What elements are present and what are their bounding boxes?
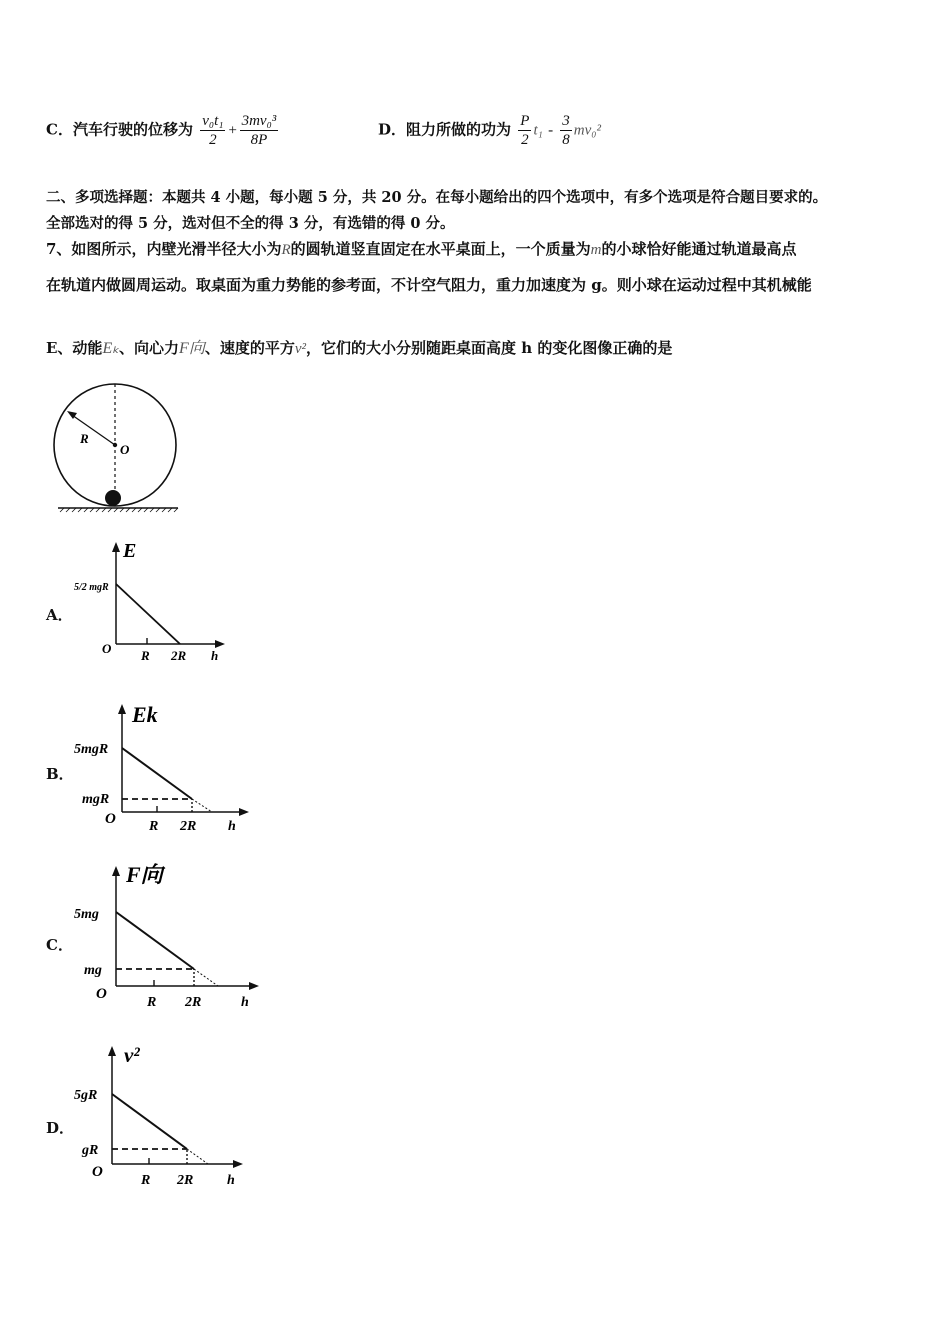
graph-d-x-arrow-icon <box>233 1160 243 1168</box>
graph-c-x-arrow-icon <box>249 982 259 990</box>
graph-a-option-label[interactable]: A． <box>46 606 73 624</box>
graph-c-line-extension <box>194 969 218 986</box>
graph-c-y-title: F向 <box>126 862 163 887</box>
graph-a-line <box>116 584 180 644</box>
option-d[interactable]: D．阻力所做的功为 $\frac{P}{2}$ t₁ - $\frac{3}{8}$ mv₀² <box>378 113 601 148</box>
section-heading-line-1: 二、多项选择题：本题共 4 小题，每小题 5 分，共 20 分。在每小题给出的四个选项中，有多个选项是符合题目要求的。 <box>46 189 828 206</box>
graph-c-line <box>116 912 194 969</box>
graph-d-y-low-label: gR <box>82 1143 99 1158</box>
radius-label: R <box>80 431 89 446</box>
graph-a-x-tick-2: 2R <box>171 648 187 663</box>
graph-a-x-title: h <box>211 648 219 663</box>
question-7-line-1: 7、如图所示，内壁光滑半径大小为R的圆轨道竖直固定在水平桌面上，一个质量为m的小球恰好能通过轨道最高点 <box>46 240 797 258</box>
question-7-line-2: 在轨道内做圆周运动。取桌面为重力势能的参考面，不计空气阻力，重力加速度为 g。则小球在运动过程中其机械能 <box>46 276 812 294</box>
graph-b-y-top-label: 5mgR <box>74 742 109 757</box>
graph-d-option-label[interactable]: D． <box>46 1119 75 1137</box>
graph-a <box>70 538 240 668</box>
radius-line <box>72 415 115 445</box>
option-c[interactable]: C．汽车行驶的位移为 $\frac{\text{v₀t₁}}{2}$ + $\frac{\text{3mv₀³}}{8P}$ <box>46 113 277 148</box>
option-c-fraction-2: $\frac{\text{3mv₀³}}{8P}$ <box>241 113 277 148</box>
graph-c-y-top-label: 5mg <box>74 907 99 922</box>
graph-a-x-arrow-icon <box>215 640 225 648</box>
graph-b-y-arrow-icon <box>118 704 126 714</box>
graph-b-origin: O <box>105 811 116 827</box>
option-c-text: 汽车行驶的位移为 <box>72 120 193 139</box>
question-7-line-3: E、动能Eₖ、向心力F向、速度的平方v²，它们的大小分别随距桌面高度 h 的变化图像正确的是 <box>46 339 673 357</box>
graph-d-line-extension <box>187 1149 208 1164</box>
graph-c <box>70 852 270 1014</box>
graph-d-line <box>112 1094 187 1149</box>
graph-c-x-tick-1: R <box>147 995 157 1010</box>
graph-d-x-tick-1: R <box>141 1173 151 1188</box>
section-heading-line-2: 全部选对的得 5 分，选对但不全的得 3 分，有选错的得 0 分。 <box>46 215 455 232</box>
graph-c-x-title: h <box>241 995 249 1010</box>
center-label: O <box>120 442 130 457</box>
graph-d-y-top-label: 5gR <box>74 1088 98 1103</box>
graph-b-y-low-label: mgR <box>82 792 110 807</box>
graph-c-y-low-label: mg <box>84 963 102 978</box>
graph-b-x-tick-1: R <box>149 819 159 834</box>
graph-b-line-extension <box>192 799 212 812</box>
graph-a-x-tick-1: R <box>141 648 150 663</box>
graph-c-x-tick-2: 2R <box>185 995 202 1010</box>
graph-a-origin: O <box>102 641 112 656</box>
option-c-fraction-1: $\frac{\text{v₀t₁}}{2}$ <box>202 113 224 148</box>
circle-track-figure <box>50 378 190 518</box>
graph-c-origin: O <box>96 986 107 1002</box>
graph-a-y-title: E <box>123 540 137 562</box>
graph-c-option-label[interactable]: C． <box>46 936 73 954</box>
graph-b-option-label[interactable]: B． <box>46 765 74 783</box>
ball <box>105 490 121 506</box>
graph-d-y-title: v² <box>124 1043 140 1067</box>
graph-d-y-arrow-icon <box>108 1046 116 1056</box>
graph-b <box>70 698 260 838</box>
option-d-label: D． <box>378 120 407 139</box>
graph-b-x-tick-2: 2R <box>180 819 197 834</box>
graph-d <box>70 1038 260 1190</box>
graph-d-x-title: h <box>227 1173 235 1188</box>
graph-b-line <box>122 748 192 799</box>
graph-c-y-arrow-icon <box>112 866 120 876</box>
option-d-fraction-2: $\frac{3}{8}$ <box>562 113 570 148</box>
option-d-text: 阻力所做的功为 <box>406 120 512 139</box>
graph-a-y-top-label: 5/2 mgR <box>74 582 109 593</box>
graph-b-y-title: Ek <box>132 702 158 727</box>
graph-b-x-arrow-icon <box>239 808 249 816</box>
graph-b-x-title: h <box>228 819 236 834</box>
graph-d-origin: O <box>92 1164 103 1180</box>
graph-a-y-arrow-icon <box>112 542 120 552</box>
option-c-label: C． <box>46 120 73 139</box>
option-d-fraction-1: $\frac{P}{2}$ <box>520 113 530 148</box>
graph-d-x-tick-2: 2R <box>177 1173 194 1188</box>
